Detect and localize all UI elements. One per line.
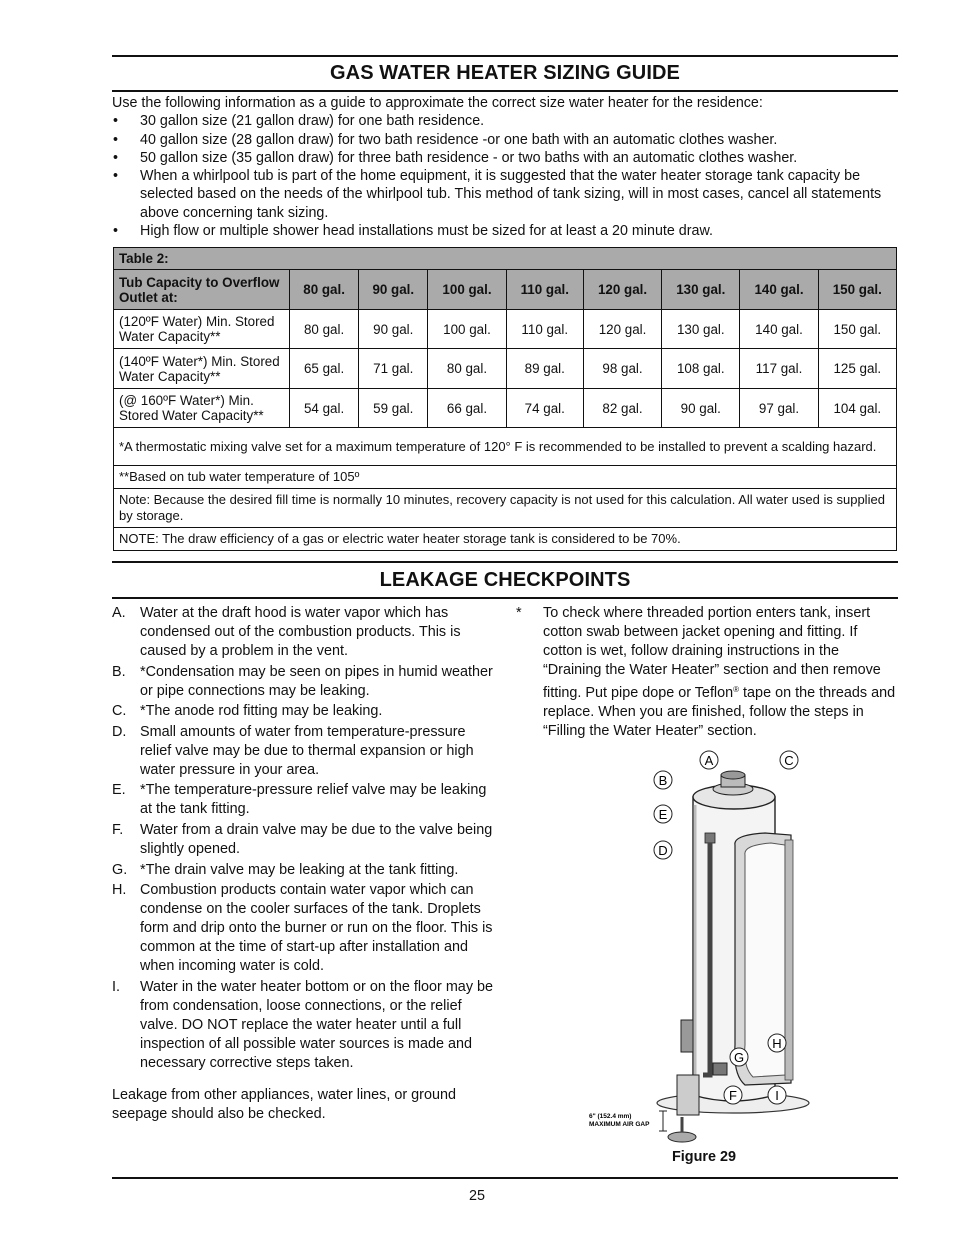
table-cell: 90 gal.: [359, 310, 428, 349]
table-cell: 65 gal.: [290, 349, 359, 389]
sizing-guide-title: GAS WATER HEATER SIZING GUIDE: [330, 62, 680, 84]
table-cell: 125 gal.: [818, 349, 896, 389]
threaded-check-note: * To check where threaded portion enters tank, insert cotton swab between jacket opening and fitting. If cotton is wet, follow draining instructions in the “Draining the Water Heater” section and then remove fitting. Put pipe dope or Teflon® tape on the threads and replace. When you are finished, follow the steps in “Filling the Water Heater” section.: [516, 605, 896, 739]
table-note-row: [114, 528, 897, 551]
registered-mark: ®: [733, 685, 740, 694]
list-item: D. Small amounts of water from temperature-pressure relief valve may be due to thermal expansion or high water pressure in your area.: [112, 723, 474, 778]
callout-e: E: [658, 807, 668, 822]
table-cell: 80 gal.: [428, 349, 506, 389]
table-cell: 130 gal.: [662, 310, 740, 349]
sizing-guide-text: [112, 94, 898, 240]
leakage-tail-note: Leakage from other appliances, water lines, or ground seepage should also be checked.: [112, 1086, 456, 1122]
list-item: B. *Condensation may be seen on pipes in humid weather or pipe connections may be leaking.: [112, 663, 493, 699]
figure-caption: Figure 29: [672, 1149, 736, 1165]
air-gap-label-line2: MAXIMUM AIR GAP: [589, 1121, 650, 1128]
table-caption: Table 2:: [114, 248, 897, 270]
table-cell: 140 gal.: [740, 310, 818, 349]
list-item: H. Combustion products contain water vapor which can condense on the cooler surfaces of the tank. Droplets form and drip onto the burner or run on the floor. This is common at the time of start-up after installation and when incoming water is cold.: [112, 882, 493, 975]
row-label: (@ 160ºF Water*) Min. Stored Water Capacity**: [114, 389, 290, 428]
column-header: 130 gal.: [662, 270, 740, 310]
table-note-row: [114, 466, 897, 489]
table-cell: 71 gal.: [359, 349, 428, 389]
callout-c: C: [784, 753, 794, 768]
table-cell: 54 gal.: [290, 389, 359, 428]
table-cell: 74 gal.: [506, 389, 583, 428]
bullet-item: • High flow or multiple shower head installations must be sized for at least a 20 minute draw.: [113, 223, 713, 240]
table-caption-row: [114, 248, 897, 270]
column-header: 150 gal.: [818, 270, 896, 310]
list-item: E. *The temperature-pressure relief valve may be leaking at the tank fitting.: [112, 782, 487, 818]
callout-g: G: [733, 1050, 745, 1065]
table-cell: 89 gal.: [506, 349, 583, 389]
table-note: **Based on tub water temperature of 105º: [114, 466, 897, 489]
column-header: 80 gal.: [290, 270, 359, 310]
column-header: 100 gal.: [428, 270, 506, 310]
list-item: G. *The drain valve may be leaking at the tank fitting.: [112, 861, 459, 878]
callout-b: B: [658, 773, 668, 788]
table-cell: 82 gal.: [583, 389, 661, 428]
column-header: 120 gal.: [583, 270, 661, 310]
table-note: Note: Because the desired fill time is normally 10 minutes, recovery capacity is not used for this calculation. All water used is supplied by storage.: [114, 489, 897, 528]
sizing-intro: Use the following information as a guide to approximate the correct size water heater for the residence:: [112, 95, 763, 111]
table-cell: 59 gal.: [359, 389, 428, 428]
row-label: (140ºF Water*) Min. Stored Water Capacity**: [114, 349, 290, 389]
leakage-title: LEAKAGE CHECKPOINTS: [379, 569, 631, 591]
callout-i: I: [775, 1088, 779, 1103]
sizing-table: [113, 247, 897, 551]
list-item: I. Water in the water heater bottom or on the floor may be from condensation, loose connections, or the relief valve. DO NOT replace the water heater until a full inspection of all possible water sources is made and necessary corrective steps taken.: [112, 978, 494, 1071]
list-item: F. Water from a drain valve may be due to the valve being slightly opened.: [112, 821, 493, 857]
table-cell: 90 gal.: [662, 389, 740, 428]
table-cell: 108 gal.: [662, 349, 740, 389]
bullet-item: • 50 gallon size (35 gallon draw) for three bath residence - or two baths with an automatic clothes washer.: [113, 149, 798, 166]
top-rule: [112, 55, 898, 57]
row-label: (120ºF Water) Min. Stored Water Capacity**: [114, 310, 290, 349]
table-note: *A thermostatic mixing valve set for a maximum temperature of 120° F is recommended to be installed to prevent a scalding hazard.: [114, 428, 897, 466]
table-header-label: Tub Capacity to Overflow Outlet at:: [114, 270, 290, 310]
list-item: C. *The anode rod fitting may be leaking.: [112, 703, 383, 720]
leakage-list: [112, 604, 497, 1124]
bullet-item: • When a whirlpool tub is part of the home equipment, it is suggested that the water heater storage tank capacity be selected based on the needs of the whirlpool tub. This method of tank sizing, will in most cases, cancel all statements above concerning tank sizing.: [113, 168, 882, 221]
table-cell: 66 gal.: [428, 389, 506, 428]
table-cell: 104 gal.: [818, 389, 896, 428]
table-cell: 117 gal.: [740, 349, 818, 389]
table-note-row: [114, 428, 897, 466]
table-cell: 110 gal.: [506, 310, 583, 349]
table-row: [114, 389, 897, 428]
table-cell: 150 gal.: [818, 310, 896, 349]
section-rule: [112, 561, 898, 563]
table-row: [114, 310, 897, 349]
callout-f: F: [729, 1088, 737, 1103]
air-gap-label-line1: 6" (152.4 mm): [589, 1113, 632, 1120]
water-heater-figure: [585, 745, 835, 1145]
bullet-item: • 30 gallon size (21 gallon draw) for one bath residence.: [113, 113, 485, 130]
table-cell: 100 gal.: [428, 310, 506, 349]
column-header: 110 gal.: [506, 270, 583, 310]
table-note-row: [114, 489, 897, 528]
table-cell: 97 gal.: [740, 389, 818, 428]
callout-a: A: [704, 753, 714, 768]
callout-h: H: [772, 1036, 782, 1051]
table-cell: 80 gal.: [290, 310, 359, 349]
column-header: 140 gal.: [740, 270, 818, 310]
section-underline: [112, 597, 898, 599]
callout-d: D: [658, 843, 668, 858]
table-cell: 98 gal.: [583, 349, 661, 389]
asterisk-marker: *: [516, 605, 522, 621]
table-cell: 120 gal.: [583, 310, 661, 349]
table-header-row: [114, 270, 897, 310]
title-underline: [112, 90, 898, 92]
table-row: [114, 349, 897, 389]
page-number: 25: [468, 1188, 485, 1204]
bullet-item: • 40 gallon size (28 gallon draw) for two bath residence -or one bath with an automatic clothes washer.: [113, 131, 778, 148]
column-header: 90 gal.: [359, 270, 428, 310]
table-note: NOTE: The draw efficiency of a gas or electric water heater storage tank is considered to be 70%.: [114, 528, 897, 551]
list-item: A. Water at the draft hood is water vapor which has condensed out of the combustion products. This is caused by a problem in the vent.: [112, 605, 461, 659]
footer-rule: [112, 1177, 898, 1179]
